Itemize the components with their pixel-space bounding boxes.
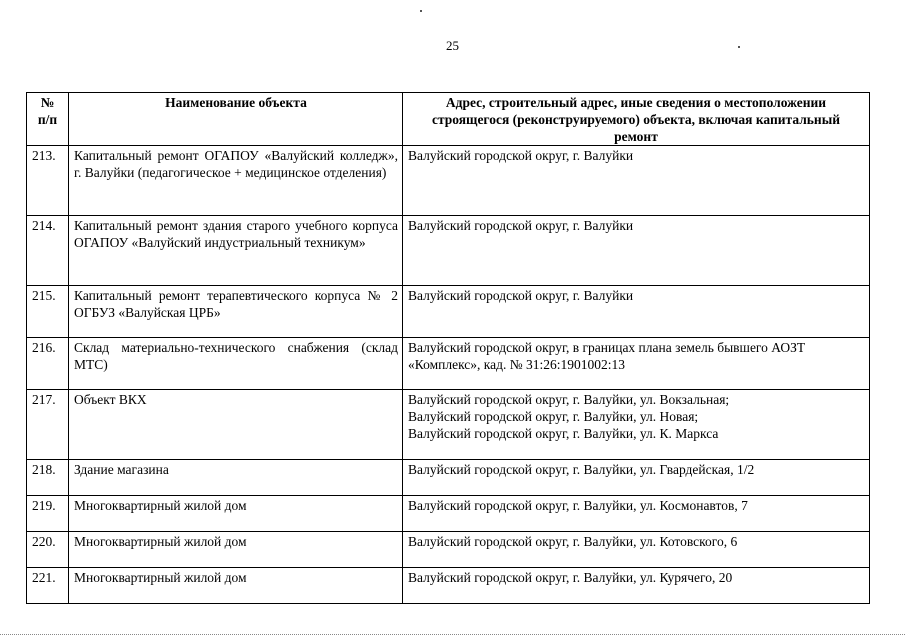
page-number: 25 <box>446 38 459 53</box>
object-address <box>403 532 870 568</box>
table-row <box>27 496 870 532</box>
object-name: Капитальный ремонт терапевтического корпуса № 2 ОГБУЗ «Валуйская ЦРБ» <box>69 286 403 338</box>
table-row <box>27 338 870 390</box>
table-row <box>27 286 870 338</box>
object-address <box>403 286 870 338</box>
address-line: Валуйский городской округ, г. Валуйки <box>408 148 634 163</box>
object-name: Многоквартирный жилой дом <box>69 532 403 568</box>
scan-speck <box>420 10 422 12</box>
table-row <box>27 146 870 216</box>
row-number: 218. <box>27 460 69 496</box>
object-address <box>403 390 870 460</box>
row-number: 213. <box>27 146 69 216</box>
object-address <box>403 460 870 496</box>
table-row <box>27 216 870 286</box>
address-line: Валуйский городской округ, г. Валуйки <box>408 218 634 233</box>
table-header-row <box>27 93 870 146</box>
object-name: Капитальный ремонт здания старого учебного корпуса ОГАПОУ «Валуйский индустриальный техникум» <box>69 216 403 286</box>
row-number: 220. <box>27 532 69 568</box>
row-number: 221. <box>27 568 69 604</box>
address-line: Валуйский городской округ, г. Валуйки, ул. К. Маркса <box>408 426 719 441</box>
address-line: Валуйский городской округ, г. Валуйки, ул. Гвардейская, 1/2 <box>408 462 755 477</box>
table-row <box>27 460 870 496</box>
address-line: Валуйский городской округ, в границах плана земель бывшего АОЗТ «Комплекс», кад. № 31:26:1901002:13 <box>408 340 806 372</box>
row-number: 216. <box>27 338 69 390</box>
address-line: Валуйский городской округ, г. Валуйки, ул. Космонавтов, 7 <box>408 498 748 513</box>
header-num: № п/п <box>27 93 69 146</box>
header-name: Наименование объекта <box>69 93 403 146</box>
table-row <box>27 532 870 568</box>
object-address <box>403 496 870 532</box>
header-address: Адрес, строительный адрес, иные сведения о местоположении строящегося (реконструируемого) объекта, включая капитальный ремонт <box>403 93 870 146</box>
scan-speck <box>738 46 740 48</box>
object-name: Склад материально-технического снабжения (склад МТС) <box>69 338 403 390</box>
object-name: Капитальный ремонт ОГАПОУ «Валуйский колледж», г. Валуйки (педагогическое + медицинское отделения) <box>69 146 403 216</box>
row-number: 214. <box>27 216 69 286</box>
object-address <box>403 568 870 604</box>
bottom-scan-edge <box>0 634 905 635</box>
object-name: Многоквартирный жилой дом <box>69 496 403 532</box>
object-address <box>403 216 870 286</box>
table-body <box>27 146 870 604</box>
address-line: Валуйский городской округ, г. Валуйки, ул. Вокзальная; <box>408 392 730 407</box>
address-line: Валуйский городской округ, г. Валуйки, ул. Курячего, 20 <box>408 570 733 585</box>
table-row <box>27 568 870 604</box>
table-row <box>27 390 870 460</box>
objects-table <box>26 92 870 604</box>
object-name: Объект ВКХ <box>69 390 403 460</box>
object-address <box>403 338 870 390</box>
address-line: Валуйский городской округ, г. Валуйки, ул. Котовского, 6 <box>408 534 738 549</box>
row-number: 215. <box>27 286 69 338</box>
object-name: Многоквартирный жилой дом <box>69 568 403 604</box>
address-line: Валуйский городской округ, г. Валуйки <box>408 288 634 303</box>
object-name: Здание магазина <box>69 460 403 496</box>
row-number: 217. <box>27 390 69 460</box>
row-number: 219. <box>27 496 69 532</box>
object-address <box>403 146 870 216</box>
address-line: Валуйский городской округ, г. Валуйки, ул. Новая; <box>408 409 699 424</box>
